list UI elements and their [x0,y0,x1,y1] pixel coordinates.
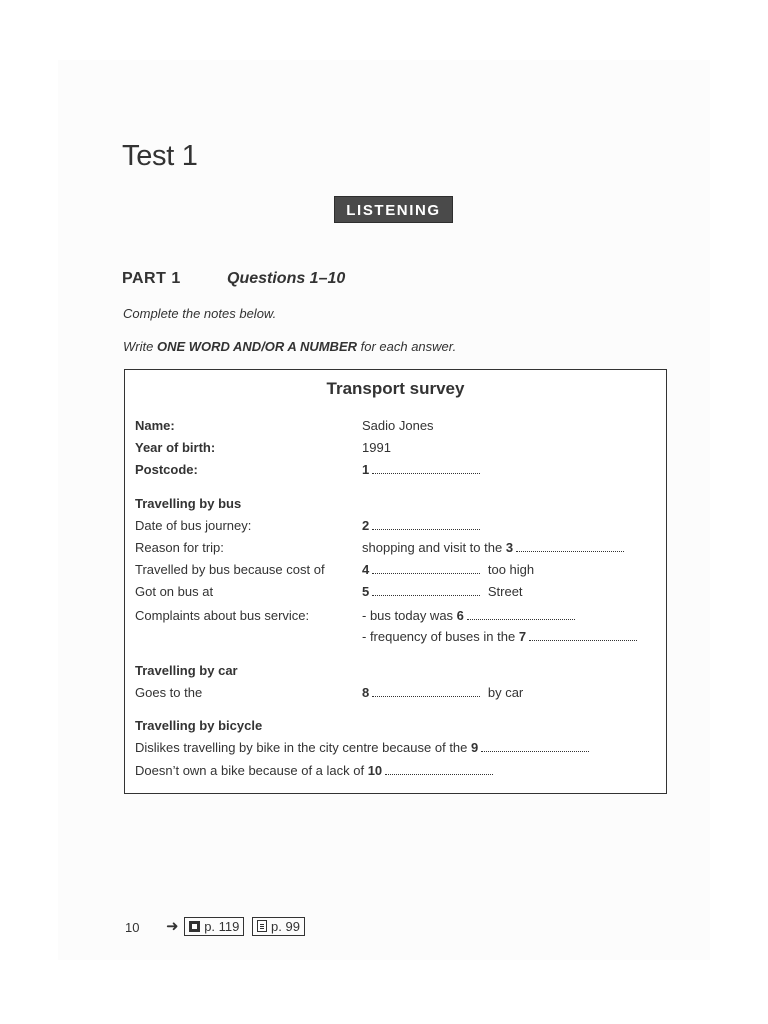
answer-7 [362,629,637,644]
answer-2 [362,518,480,533]
answer-blank-4[interactable] [372,563,480,574]
answer-blank-8[interactable] [372,686,480,697]
goes-to-label: Goes to the [135,685,203,700]
answer-8 [362,685,523,700]
footer-refs [166,917,309,936]
answer-blank-1[interactable] [372,463,480,474]
answer-blank-10[interactable] [385,764,493,775]
answer-blank-9[interactable] [481,741,589,752]
arrow-icon: ➜ [166,918,179,935]
bus-date-label: Date of bus journey: [135,518,252,533]
cost-after-text: too high [487,562,535,577]
answer-5 [362,584,523,599]
answer-4 [362,562,534,577]
year-of-birth-value: 1991 [362,440,391,455]
car-heading: Travelling by car [135,663,238,678]
answer-blank-5[interactable] [372,585,480,596]
reference-link-p119[interactable] [184,917,244,936]
instruction-prefix: Write [123,339,157,354]
instruction-write [123,339,456,354]
dislike-text: Dislikes travelling by bike in the city centre because of the [135,740,472,755]
question-number-7: 7 [518,629,527,644]
instruction-bold: ONE WORD AND/OR A NUMBER [156,339,357,354]
document-icon [257,920,267,932]
bicycle-heading: Travelling by bicycle [135,718,263,733]
bus-heading: Travelling by bus [135,496,242,511]
audioscript-icon [189,921,200,932]
question-number-4: 4 [362,562,370,577]
name-value: Sadio Jones [362,418,434,433]
question-number-5: 5 [362,584,370,599]
page-number: 10 [125,920,140,935]
reference-p99-label: p. 99 [271,919,300,934]
section-badge: LISTENING [334,196,453,223]
answer-9 [135,740,589,755]
question-number-9: 9 [471,740,479,755]
reference-p119-label: p. 119 [204,919,240,934]
question-number-10: 10 [367,763,383,778]
question-number-8: 8 [362,685,370,700]
complaints-label: Complaints about bus service: [135,608,310,623]
year-of-birth-label: Year of birth: [135,440,216,455]
answer-blank-6[interactable] [467,609,575,620]
question-number-6: 6 [456,608,464,623]
question-number-1: 1 [362,462,370,477]
complaint-2-text: - frequency of buses in the [362,629,519,644]
part-label: PART 1 [122,270,181,287]
got-on-label: Got on bus at [135,584,214,599]
instruction-suffix: for each answer. [357,339,457,354]
postcode-label: Postcode: [135,462,198,477]
question-number-2: 2 [362,518,370,533]
own-text: Doesn’t own a bike because of a lack of [135,763,368,778]
questions-label: Questions 1–10 [227,270,346,287]
page-title: Test 1 [122,140,198,172]
reason-label: Reason for trip: [135,540,224,555]
answer-1 [362,462,480,477]
answer-blank-3[interactable] [516,541,624,552]
street-text: Street [487,584,523,599]
answer-3 [362,540,624,555]
reference-link-p99[interactable] [252,917,305,936]
question-number-3: 3 [505,540,514,555]
answer-10 [135,763,493,778]
answer-blank-2[interactable] [372,519,480,530]
name-label: Name: [135,418,175,433]
answer-blank-7[interactable] [529,630,637,641]
instruction-complete: Complete the notes below. [123,306,277,321]
by-car-text: by car [487,685,524,700]
cost-label: Travelled by bus because cost of [135,562,325,577]
complaint-1-text: - bus today was [362,608,457,623]
answer-6 [362,608,575,623]
form-title: Transport survey [326,379,465,398]
reason-text: shopping and visit to the [362,540,506,555]
